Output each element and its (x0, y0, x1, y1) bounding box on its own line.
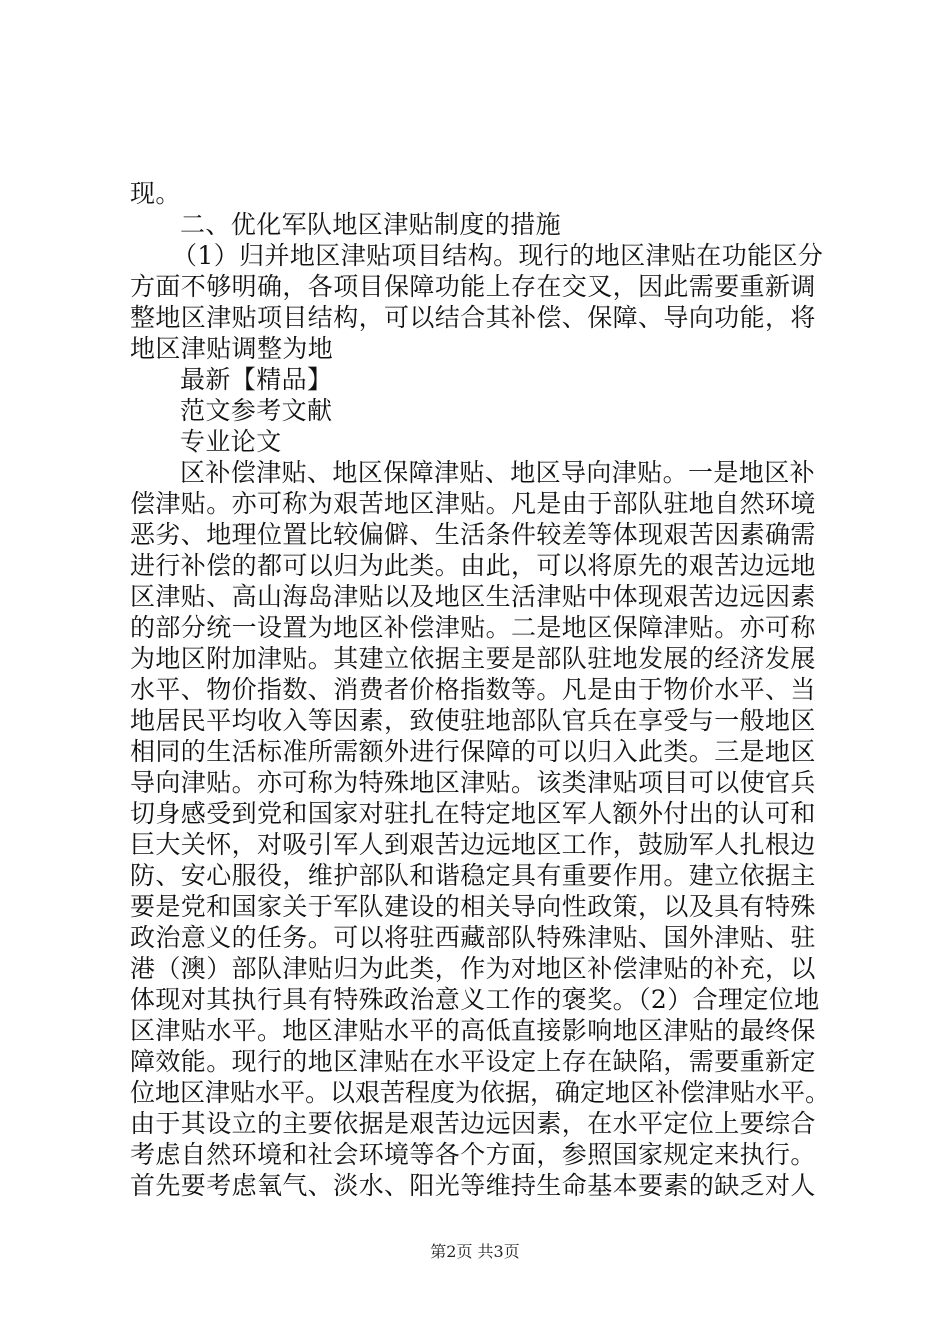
text-line: 地区津贴调整为地 (130, 334, 334, 363)
text-line: 障效能。现行的地区津贴在水平设定上存在缺陷，需要重新定 (130, 1047, 816, 1076)
text-line: 相同的生活标准所需额外进行保障的可以归入此类。三是地区 (130, 737, 816, 766)
text-line: 区津贴水平。地区津贴水平的高低直接影响地区津贴的最终保 (130, 1016, 816, 1045)
text-line: 由于其设立的主要依据是艰苦边远因素，在水平定位上要综合 (130, 1109, 816, 1138)
text-line: 的部分统一设置为地区补偿津贴。二是地区保障津贴。亦可称 (130, 613, 816, 642)
text-line: 范文参考文献 (180, 396, 333, 425)
text-line: 港（澳）部队津贴归为此类，作为对地区补偿津贴的补充，以 (130, 954, 816, 983)
text-line: 区津贴、高山海岛津贴以及地区生活津贴中体现艰苦边远因素 (130, 582, 816, 611)
text-line: 现。 (130, 179, 181, 208)
text-line: 防、安心服役，维护部队和谐稳定具有重要作用。建立依据主 (130, 861, 816, 890)
text-line: 巨大关怀，对吸引军人到艰苦边远地区工作，鼓励军人扎根边 (130, 830, 816, 859)
text-line: 地居民平均收入等因素，致使驻地部队官兵在享受与一般地区 (130, 706, 816, 735)
text-line: 政治意义的任务。可以将驻西藏部队特殊津贴、国外津贴、驻 (130, 923, 816, 952)
text-line: 专业论文 (180, 427, 282, 456)
text-line: 体现对其执行具有特殊政治意义工作的褒奖。（2）合理定位地 (130, 985, 820, 1014)
text-line: （1）归并地区津贴项目结构。现行的地区津贴在功能区分 (172, 241, 824, 270)
text-line: 水平、物价指数、消费者价格指数等。凡是由于物价水平、当 (130, 675, 816, 704)
text-line: 最新【精品】 (180, 365, 333, 394)
text-line: 偿津贴。亦可称为艰苦地区津贴。凡是由于部队驻地自然环境 (130, 489, 816, 518)
section-heading: 二、优化军队地区津贴制度的措施 (180, 210, 562, 239)
text-line: 首先要考虑氧气、淡水、阳光等维持生命基本要素的缺乏对人 (130, 1171, 816, 1200)
text-line: 进行补偿的都可以归为此类。由此，可以将原先的艰苦边远地 (130, 551, 816, 580)
text-line: 位地区津贴水平。以艰苦程度为依据，确定地区补偿津贴水平。 (130, 1078, 831, 1107)
text-line: 方面不够明确，各项目保障功能上存在交叉，因此需要重新调 (130, 272, 816, 301)
page-footer: 第2页 共3页 (430, 1242, 520, 1261)
text-line: 要是党和国家关于军队建设的相关导向性政策，以及具有特殊 (130, 892, 816, 921)
text-line: 导向津贴。亦可称为特殊地区津贴。该类津贴项目可以使官兵 (130, 768, 816, 797)
text-line: 切身感受到党和国家对驻扎在特定地区军人额外付出的认可和 (130, 799, 816, 828)
text-line: 整地区津贴项目结构，可以结合其补偿、保障、导向功能，将 (130, 303, 816, 332)
text-line: 恶劣、地理位置比较偏僻、生活条件较差等体现艰苦因素确需 (130, 520, 816, 549)
text-line: 为地区附加津贴。其建立依据主要是部队驻地发展的经济发展 (130, 644, 816, 673)
text-line: 区补偿津贴、地区保障津贴、地区导向津贴。一是地区补 (180, 458, 816, 487)
text-line: 考虑自然环境和社会环境等各个方面，参照国家规定来执行。 (130, 1140, 816, 1169)
